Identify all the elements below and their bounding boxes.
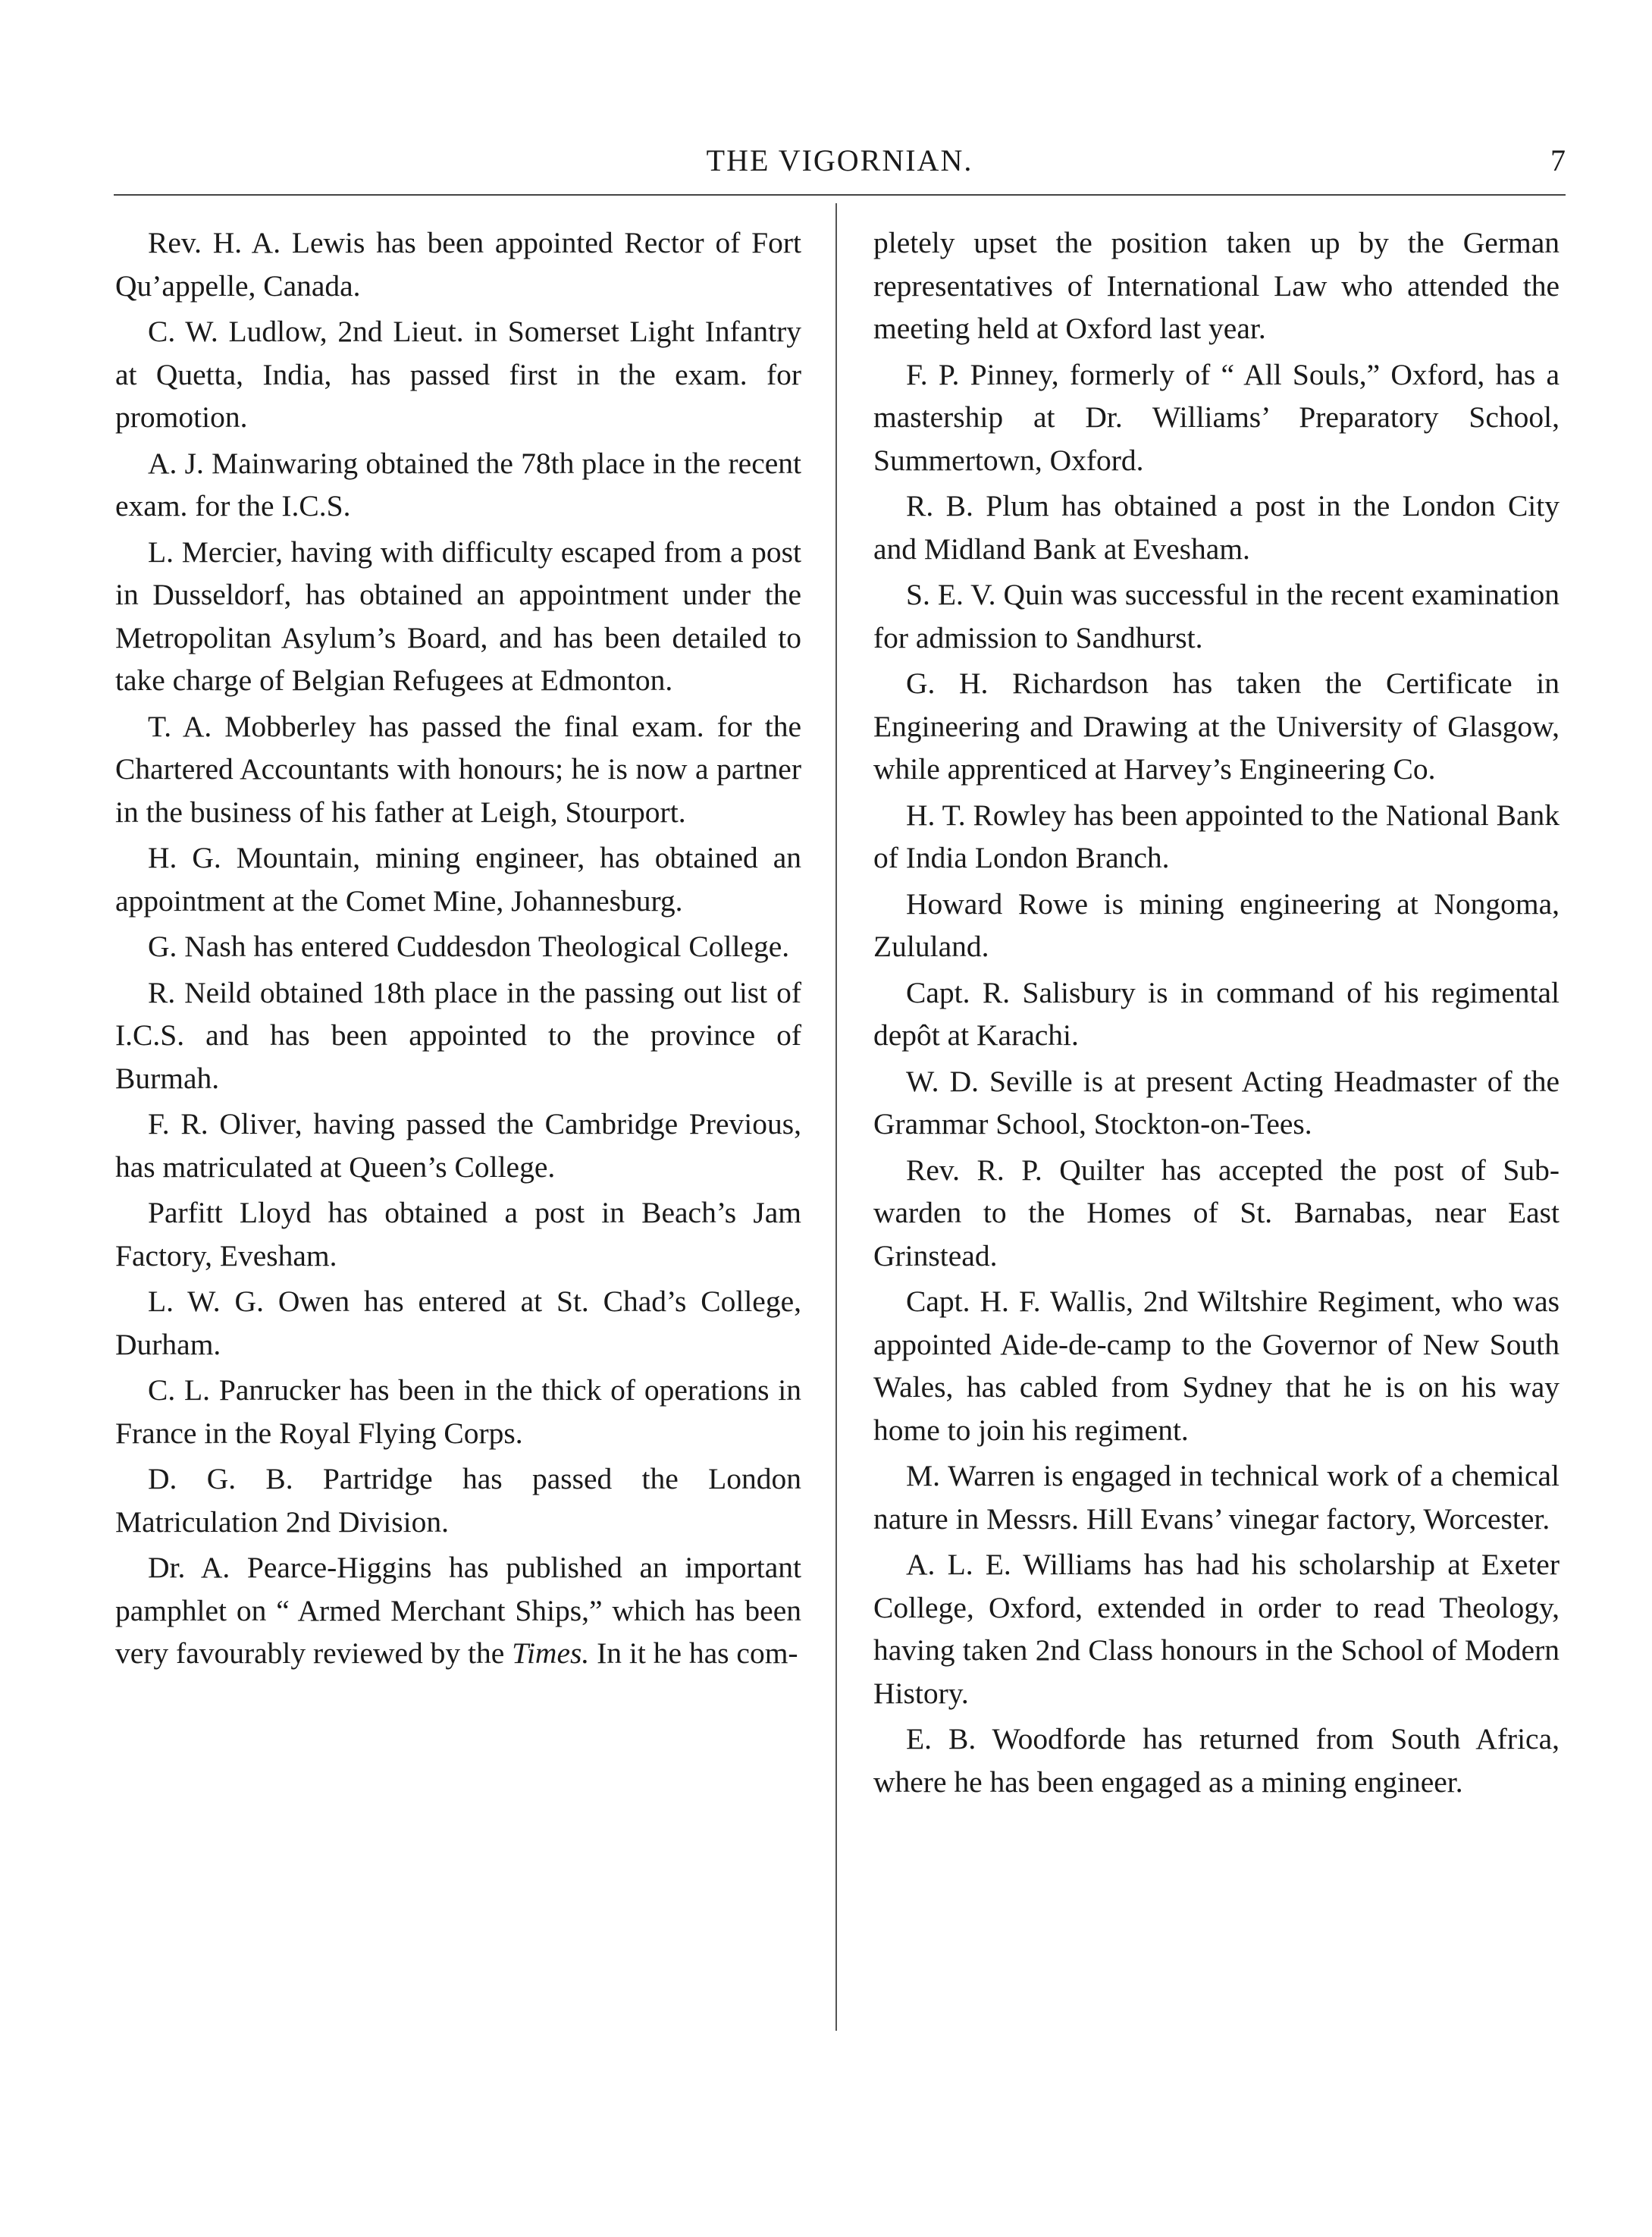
news-item: Capt. R. Salisbury is in command of his regimental depôt at Karachi. [873, 975, 1560, 1052]
pearce-higgins-text-end: In it he has com- [589, 1636, 798, 1670]
news-item: H. G. Mountain, mining engineer, has obtained an appointment at the Comet Mine, Johannesburg. [115, 841, 801, 918]
times-title: Times. [512, 1636, 590, 1670]
news-item: F. P. Pinney, formerly of “ All Souls,” Oxford, has a mastership at Dr. Williams’ Preparatory School, Summertown, Oxford. [873, 357, 1560, 477]
header-rule [114, 194, 1566, 196]
news-item: Parfitt Lloyd has obtained a post in Beach’s Jam Factory, Evesham. [115, 1196, 801, 1272]
news-item: T. A. Mobberley has passed the final exam. for the Chartered Accountants with honours; he is now a partner in the business of his father at Leigh, Stourport. [115, 709, 801, 829]
news-item: S. E. V. Quin was successful in the recent examination for admission to Sandhurst. [873, 578, 1560, 654]
news-item: M. Warren is engaged in technical work of a chemical nature in Messrs. Hill Evans’ vinegar factory, Worcester. [873, 1459, 1560, 1536]
page-number: 7 [1550, 143, 1566, 177]
news-item: L. Mercier, having with difficulty escaped from a post in Dusseldorf, has obtained an appointment under the Metropolitan Asylum’s Board, and has been detailed to take charge of Belgian Refugees at Edmonton. [115, 535, 801, 697]
news-item: R. B. Plum has obtained a post in the London City and Midland Bank at Evesham. [873, 489, 1560, 566]
journal-title: THE VIGORNIAN. [706, 143, 973, 177]
news-item: R. Neild obtained 18th place in the passing out list of I.C.S. and has been appointed to the province of Burmah. [115, 975, 801, 1095]
news-item: W. D. Seville is at present Acting Headmaster of the Grammar School, Stockton-on-Tees. [873, 1064, 1560, 1140]
right-column [873, 221, 1560, 1806]
pearce-higgins-text-start: Dr. A. Pearce-Higgins has published an important pamphlet on “ Armed Merchant Ships,” which has been very favourably reviewed by the [115, 1551, 801, 1670]
news-item: F. R. Oliver, having passed the Cambridge Previous, has matriculated at Queen’s College. [115, 1107, 801, 1184]
news-item: Rev. H. A. Lewis has been appointed Rector of Fort Qu’appelle, Canada. [115, 226, 801, 303]
news-item: G. H. Richardson has taken the Certificate in Engineering and Drawing at the University of Glasgow, while apprenticed at Harvey’s Engineering Co. [873, 667, 1560, 786]
running-head [114, 143, 1566, 188]
news-item: G. Nash has entered Cuddesdon Theological College. [148, 930, 790, 963]
news-item: D. G. B. Partridge has passed the London Matriculation 2nd Division. [115, 1462, 801, 1539]
news-item: A. L. E. Williams has had his scholarship at Exeter College, Oxford, extended in order to read Theology, having taken 2nd Class honours in the School of Modern History. [873, 1548, 1560, 1710]
left-column [115, 221, 801, 1678]
news-item-pearce-higgins [115, 1546, 801, 1675]
news-item: C. W. Ludlow, 2nd Lieut. in Somerset Light Infantry at Quetta, India, has passed first in the exam. for promotion. [115, 315, 801, 434]
news-item: L. W. G. Owen has entered at St. Chad’s College, Durham. [115, 1285, 801, 1361]
news-item: Rev. R. P. Quilter has accepted the post of Sub-warden to the Homes of St. Barnabas, near East Grinstead. [873, 1153, 1560, 1272]
column-divider [835, 203, 837, 2031]
news-item: A. J. Mainwaring obtained the 78th place in the recent exam. for the I.C.S. [115, 446, 801, 522]
news-item: Howard Rowe is mining engineering at Nongoma, Zululand. [873, 886, 1560, 963]
news-item: E. B. Woodforde has returned from South Africa, where he has been engaged as a mining engineer. [873, 1722, 1560, 1799]
news-item-continuation: pletely upset the position taken up by the German representatives of International Law who attended the meeting held at Oxford last year. [873, 226, 1560, 345]
news-item: H. T. Rowley has been appointed to the National Bank of India London Branch. [873, 798, 1560, 874]
news-item: C. L. Panrucker has been in the thick of operations in France in the Royal Flying Corps. [115, 1373, 801, 1450]
news-item: Capt. H. F. Wallis, 2nd Wiltshire Regiment, who was appointed Aide-de-camp to the Governor of New South Wales, has cabled from Sydney that he is on his way home to join his regiment. [873, 1285, 1560, 1447]
